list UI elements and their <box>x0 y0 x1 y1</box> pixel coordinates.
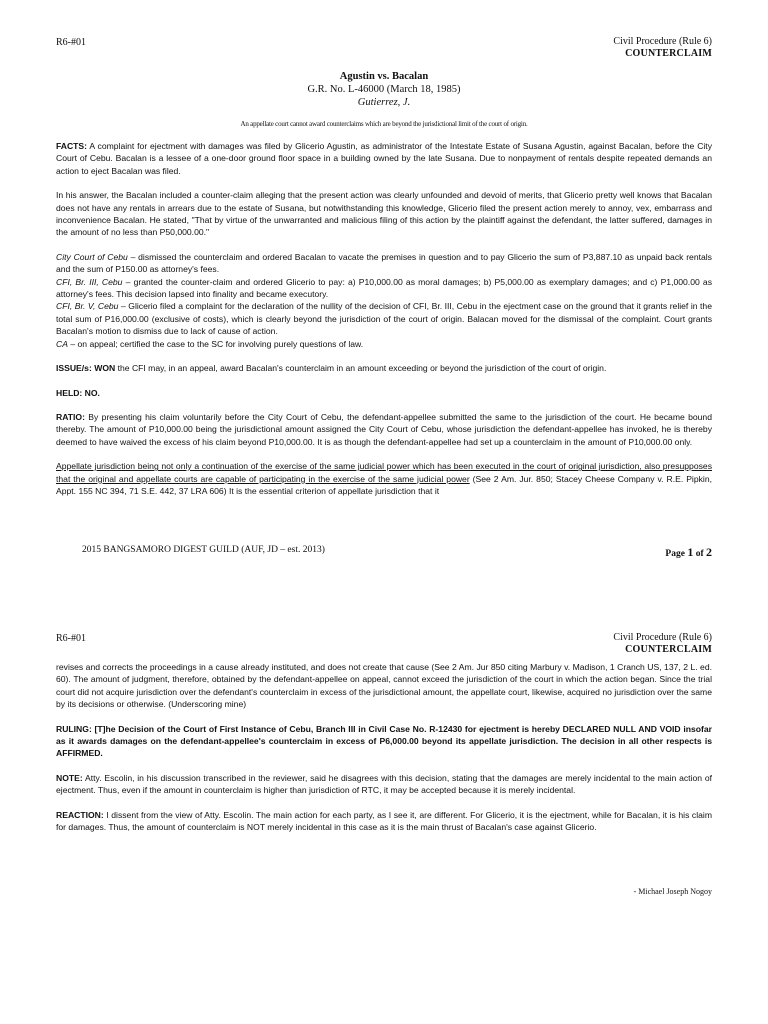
digest-code: R6-#01 <box>56 37 86 48</box>
facts-label: FACTS: <box>56 141 88 151</box>
cfi-br5-label: CFI, Br. V, Cebu <box>56 301 119 312</box>
cfi-br3-text: – granted the counter-claim and ordered Glicerio to pay: a) P10,000.00 as moral damages; b) P5,000.00 as exemplary damages; and c) P1,000.00 as attorney's fees. This decision lapsed into finality and became executory. <box>56 276 712 300</box>
appellate-text: (See 2 Am. Jur. 850; Stacey Cheese Company v. R.E. Pipkin, Appt. 155 NC 394, 71 S.E. 442, 37 LRA 606) It is the essential criterion of appellate jurisdiction that it <box>56 473 712 496</box>
page-number <box>665 545 712 560</box>
digest-code: R6-#01 <box>56 633 86 644</box>
author-signature: - Michael Joseph Nogoy <box>633 887 712 896</box>
guild-credit: 2015 BANGSAMORO DIGEST GUILD (AUF, JD – est. 2013) <box>82 545 325 555</box>
city-court-text: – dismissed the counterclaim and ordered Bacalan to vacate the premises in question and to pay Glicerio the sum of P3,887.10 as unpaid back rentals and the sum of P150.00 as attorney's fees. <box>56 251 712 275</box>
appellate-paragraph <box>56 460 712 497</box>
subject-label: Civil Procedure (Rule 6) <box>613 36 712 47</box>
case-ponente: Gutierrez, J. <box>357 97 411 108</box>
case-caption <box>0 70 768 109</box>
answer-paragraph: In his answer, the Bacalan included a counter-claim alleging that the present action was clearly unfounded and devoid of merits, that Glicerio pretty well knows that Bacalan does not have any rentals in arrears due to the estate of Susana, but notwithstanding this knowledge, Glicerio filed the present action merely to annoy, vex, embarrass and inconvenience Bacalan. He stated, "That by virtue of the unwarranted and malicious filing of this action by the plaintiff against the defendant, the latter suffered, damages in the amount of no less than P50,000.00." <box>56 190 712 238</box>
held-line: HELD: NO. <box>56 387 100 398</box>
topic-label: COUNTERCLAIM <box>625 48 712 59</box>
digest-body-page-1 <box>56 140 712 497</box>
page-header-right <box>613 632 712 656</box>
facts-paragraph <box>56 140 712 177</box>
ratio-paragraph <box>56 411 712 448</box>
cfi-br3-label: CFI, Br. III, Cebu <box>56 276 123 287</box>
reaction-label: REACTION: <box>56 809 104 820</box>
note-text: Atty. Escolin, in his discussion transcribed in the reviewer, said he disagrees with this decision, stating that the damages are merely incidental to the main action of ejectment. Thus, even if the amount in counterclaim is higher than jurisdiction of RTC, it may be accepted because it is merely incidental. <box>56 772 712 796</box>
ruling-paragraph <box>56 723 712 760</box>
digest-body-page-2 <box>56 661 712 833</box>
ruling-text: [T]he Decision of the Court of First Instance of Cebu, Branch III in Civil Case No. R-12430 for ejectment is hereby DECLARED NULL AND VOID insofar as it awards damages on the defendant-appellee's counterclaim in excess of P6,000.00 beyond its appellate jurisdiction. The decision in all other respects is AFFIRMED. <box>56 723 712 759</box>
issue-paragraph <box>56 362 712 374</box>
note-paragraph <box>56 772 712 797</box>
doctrine-line: An appellate court cannot award counterclaims which are beyond the jurisdictional limit of the court of origin. <box>240 120 528 128</box>
appellate-continued: revises and corrects the proceedings in a cause already instituted, and does not create that cause (See 2 Am. Jur 850 citing Marbury v. Madison, 1 Cranch US, 137, 2 L. ed. 60). The amount of judgment, therefore, obtained by the defendant-appellee on appeal, cannot exceed the jurisdiction of the court in which the action began. Since the trial court did not acquire jurisdiction over the defendant's counterclaim in excess of the jurisdictional amount, the appellate court, likewise, acquired no jurisdiction over the same by its decisions or otherwise. (Underscoring mine) <box>56 662 712 710</box>
history-city-court <box>56 251 712 276</box>
history-cfi-br3 <box>56 276 712 301</box>
history-cfi-br5 <box>56 300 712 337</box>
current-page: 1 <box>687 545 694 559</box>
case-gr-number: G.R. No. L-46000 (March 18, 1985) <box>307 84 461 95</box>
ruling-label: RULING: <box>56 723 92 734</box>
cfi-br5-text: – Glicerio filed a complaint for the declaration of the nullity of the decision of CFI, Br. III, Cebu in the ejectment case on the ground that it grants relief in the total sum of P16,000.00 (exclusive of costs), which is clearly beyond the jurisdiction of the court of origin. Balacan moved for the dismissal of the complaint. Court grants Bacalan's motion to dismiss due to lack of cause of action. <box>56 301 712 337</box>
ca-text: – on appeal; certified the case to the SC for involving purely questions of law. <box>67 338 364 349</box>
of-word: of <box>693 549 706 559</box>
appellate-underlined-text: Appellate jurisdiction being not only a continuation of the exercise of the same judicial power which has been executed in the court of original jurisdiction, also presupposes that the original and appellate courts are capable of participating in the exercise of the same judicial power <box>56 461 712 484</box>
topic-label: COUNTERCLAIM <box>625 644 712 655</box>
reaction-text: I dissent from the view of Atty. Escolin. The main action for each party, as I see it, are different. For Glicerio, it is the ejectment, while for Bacalan, it is his claim for damages. Thus, the amount of counterclaim is NOT merely incidental in this case as it is the main thrust of Bacalan's case against Glicerio. <box>56 809 712 833</box>
ratio-label: RATIO: <box>56 411 85 422</box>
page-word: Page <box>665 549 688 559</box>
reaction-paragraph <box>56 809 712 834</box>
case-title: Agustin vs. Bacalan <box>339 71 429 82</box>
page-header-right <box>613 36 712 60</box>
subject-label: Civil Procedure (Rule 6) <box>613 632 712 643</box>
note-label: NOTE: <box>56 772 83 783</box>
issue-label: ISSUE/s: WON <box>56 363 116 374</box>
total-pages: 2 <box>706 545 712 559</box>
issue-text: the CFI may, in an appeal, award Bacalan's counterclaim in an amount exceeding or beyond the jurisdiction of the court of origin. <box>115 363 607 374</box>
ca-label: CA <box>56 338 68 349</box>
ratio-text: By presenting his claim voluntarily before the City Court of Cebu, the defendant-appellee submitted the same to the jurisdiction of the court. He became bound thereby. The amount of P10,000.00 being the jurisdictional amount assigned the City Court of Cebu, whose jurisdiction the defendant-appellee has invoked, he is thereby deemed to have waived the excess of his claim beyond P10,000.00. It is as though the defendant-appellee had set up a counterclaim in the amount of P10,000.00 only. <box>56 411 712 447</box>
page-2 <box>0 590 768 1024</box>
city-court-label: City Court of Cebu <box>56 251 128 262</box>
history-ca <box>56 338 712 350</box>
facts-text: A complaint for ejectment with damages was filed by Glicerio Agustin, as administrator of the Intestate Estate of Susana Agustin, against Bacalan, before the City Court of Cebu. Bacalan is a lessee of a one-door ground floor space in a building owned by the late Susana. Due to nonpayment of rentals despite repeated demands an action to eject Bacalan was filed. <box>56 141 712 176</box>
